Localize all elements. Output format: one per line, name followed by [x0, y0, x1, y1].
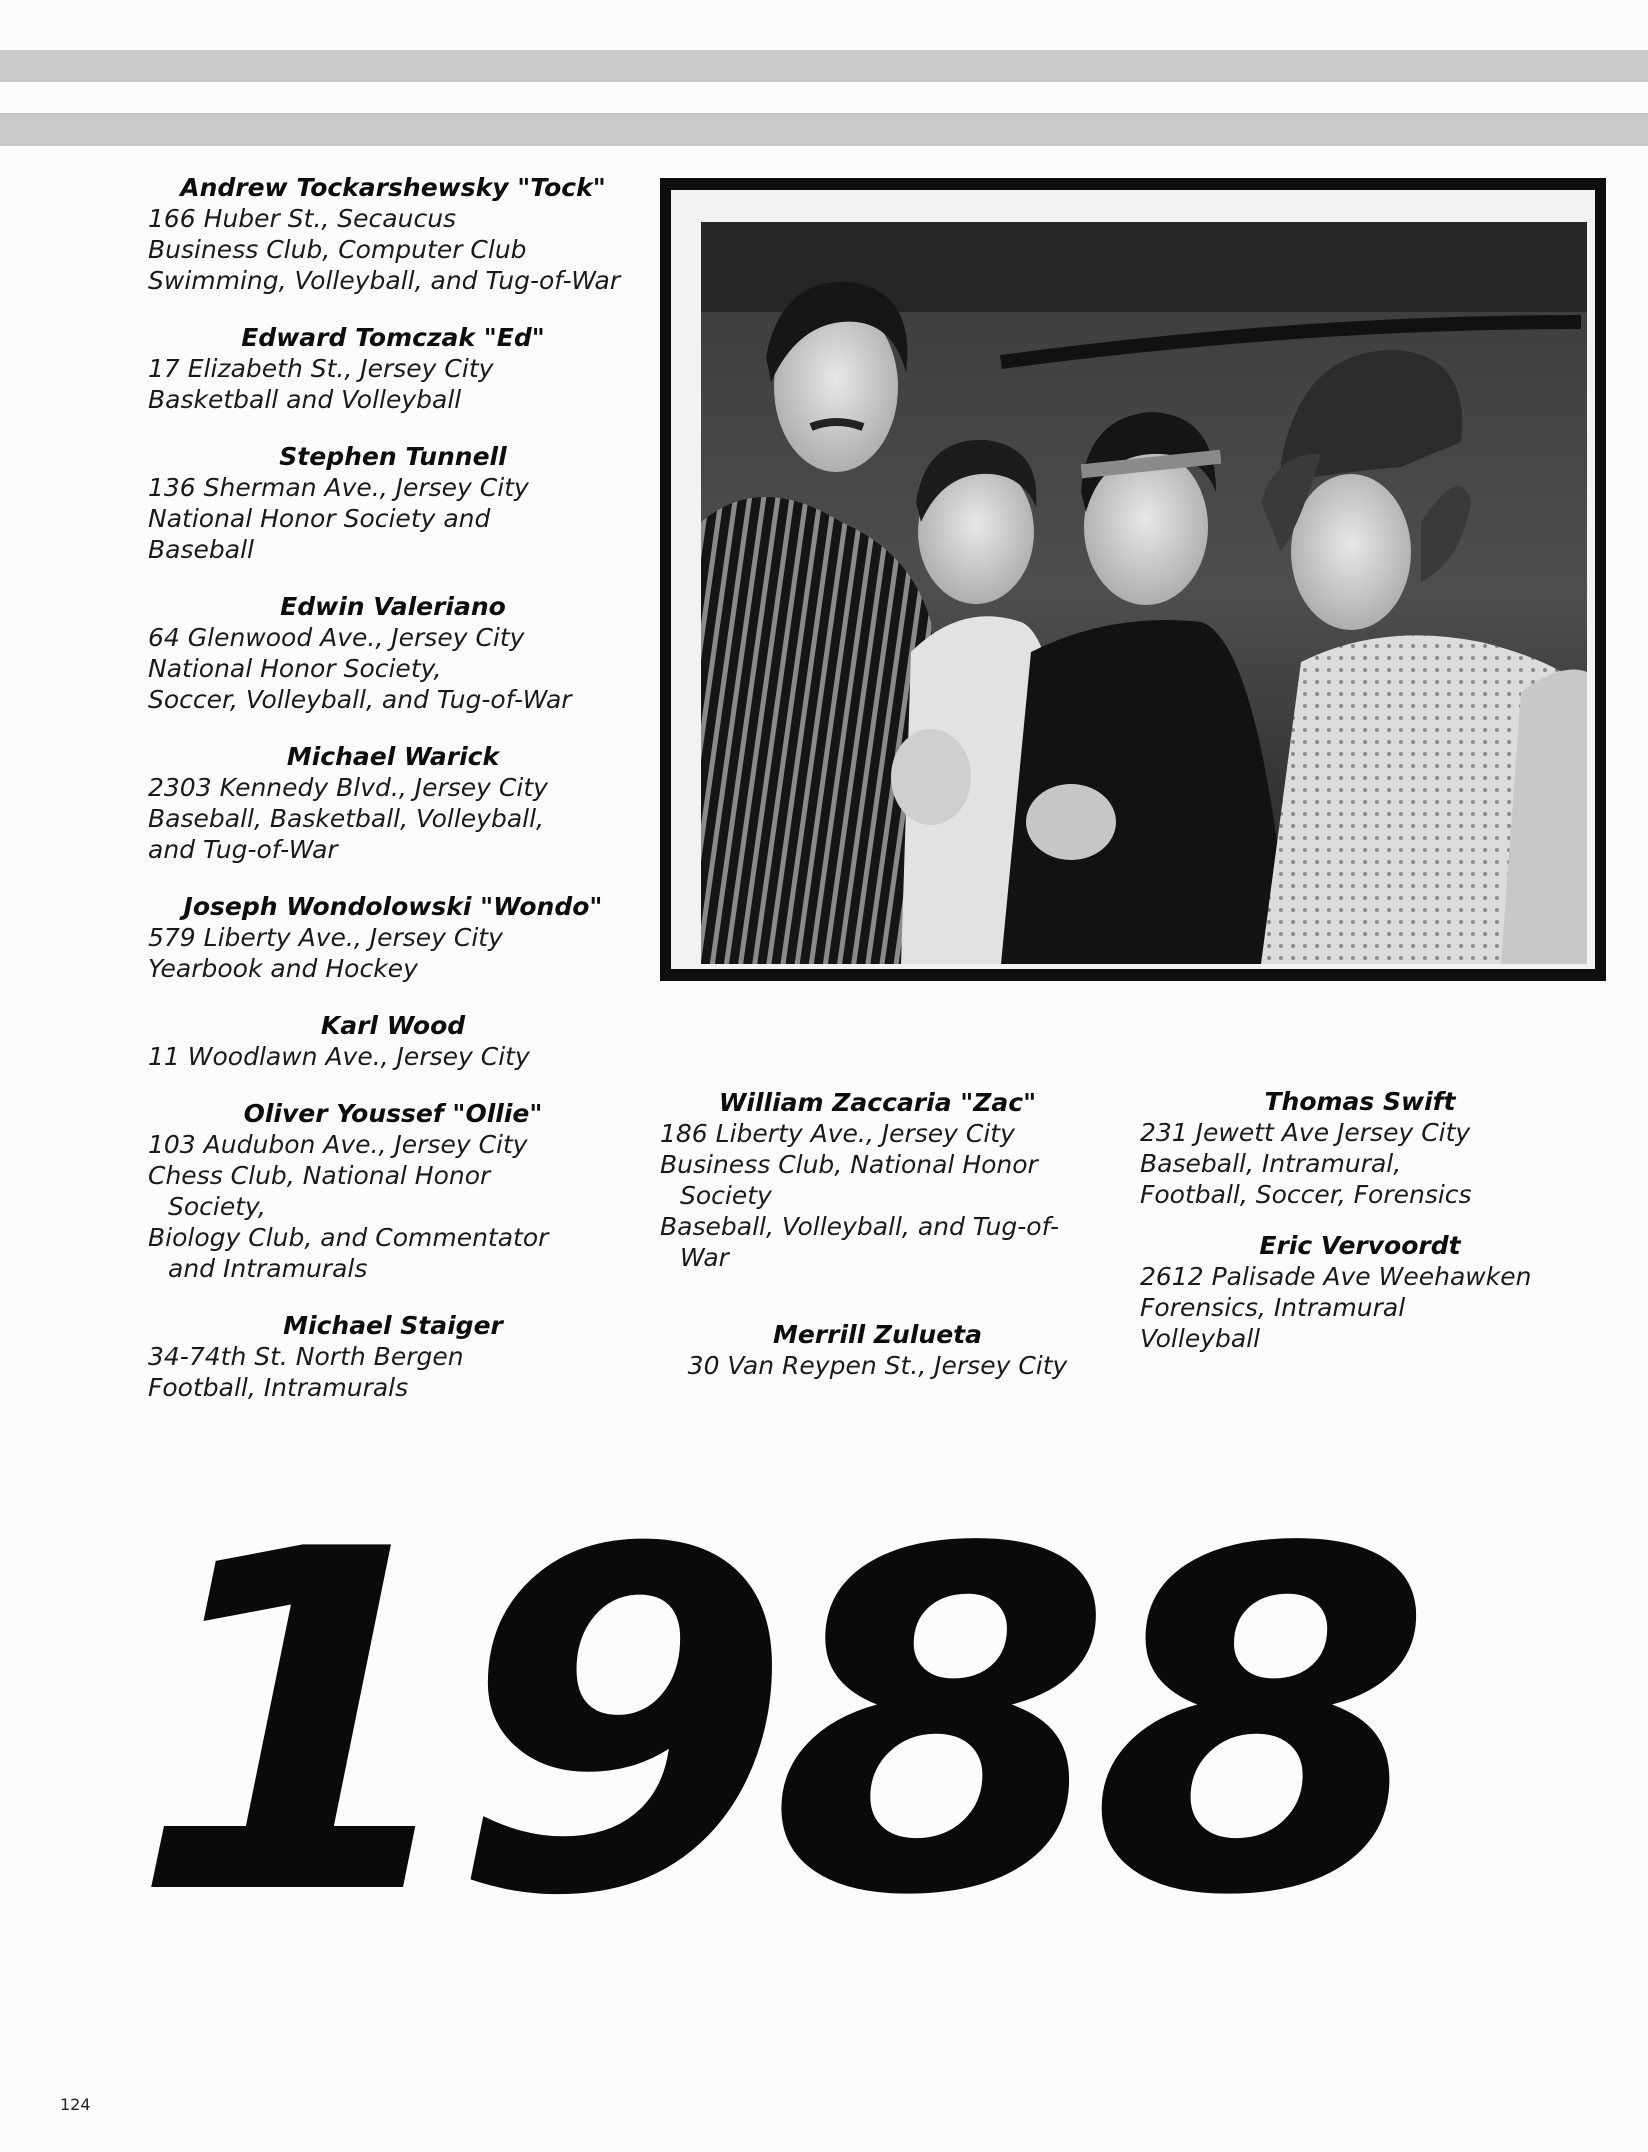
- student-name: Edwin Valeriano: [280, 592, 506, 621]
- student-detail: 166 Huber St., Secaucus: [148, 204, 457, 233]
- student-detail: Business Club, National Honor Society: [660, 1150, 1038, 1210]
- student-detail: 11 Woodlawn Ave., Jersey City: [148, 1042, 530, 1071]
- student-detail: 34-74th St. North Bergen: [148, 1342, 464, 1371]
- student-detail: 2612 Palisade Ave Weehawken: [1140, 1262, 1532, 1291]
- student-entry: [660, 1319, 1095, 1381]
- student-name: Karl Wood: [320, 1011, 466, 1040]
- student-name: Stephen Tunnell: [279, 442, 507, 471]
- student-name: Joseph Wondolowski "Wondo": [183, 892, 603, 921]
- student-detail: 2303 Kennedy Blvd., Jersey City: [148, 773, 548, 802]
- student-detail: 103 Audubon Ave., Jersey City: [148, 1130, 528, 1159]
- student-detail: Yearbook and Hockey: [148, 954, 418, 983]
- student-detail: Swimming, Volleyball, and Tug-of-War: [148, 266, 621, 295]
- student-name: Oliver Youssef "Ollie": [243, 1099, 543, 1128]
- student-detail: National Honor Society,: [148, 654, 442, 683]
- student-entry: [148, 741, 638, 865]
- student-name: Edward Tomczak "Ed": [241, 323, 545, 352]
- student-entry: [1140, 1086, 1580, 1210]
- student-detail: 64 Glenwood Ave., Jersey City: [148, 623, 525, 652]
- student-entry: [148, 1010, 638, 1072]
- student-detail: 231 Jewett Ave Jersey City: [1140, 1118, 1471, 1147]
- student-entry: [148, 1098, 638, 1284]
- student-detail: Baseball, Volleyball, and Tug-of-War: [660, 1212, 1059, 1272]
- student-detail: Basketball and Volleyball: [148, 385, 462, 414]
- group-photo-image: [701, 222, 1587, 964]
- student-entry: [148, 172, 638, 296]
- header-band-top: [0, 50, 1648, 82]
- student-detail: 17 Elizabeth St., Jersey City: [148, 354, 494, 383]
- student-detail: Biology Club, and Commentator and Intramurals: [148, 1223, 549, 1283]
- student-detail: 30 Van Reypen St., Jersey City: [687, 1351, 1068, 1380]
- student-name: Andrew Tockarshewsky "Tock": [180, 173, 606, 202]
- student-name: Merrill Zulueta: [773, 1320, 982, 1349]
- student-detail: Volleyball: [1140, 1324, 1261, 1353]
- student-name: Thomas Swift: [1264, 1087, 1456, 1116]
- student-detail: Business Club, Computer Club: [148, 235, 527, 264]
- group-photo: [701, 222, 1587, 964]
- student-detail: 136 Sherman Ave., Jersey City: [148, 473, 529, 502]
- student-detail: Chess Club, National Honor Society,: [148, 1161, 491, 1221]
- student-name: William Zaccaria "Zac": [718, 1088, 1037, 1117]
- photo-frame: [660, 178, 1606, 981]
- student-detail: 579 Liberty Ave., Jersey City: [148, 923, 503, 952]
- student-name: Eric Vervoordt: [1259, 1231, 1461, 1260]
- student-entry: [148, 441, 638, 565]
- class-year: 1988: [130, 1451, 1412, 1998]
- student-detail: Football, Soccer, Forensics: [1140, 1180, 1472, 1209]
- student-detail: and Tug-of-War: [148, 835, 338, 864]
- student-detail: National Honor Society and Baseball: [148, 504, 491, 564]
- student-detail: Baseball, Basketball, Volleyball,: [148, 804, 545, 833]
- student-list-left: [148, 172, 638, 1429]
- student-detail: 186 Liberty Ave., Jersey City: [660, 1119, 1015, 1148]
- student-detail: Football, Intramurals: [148, 1373, 409, 1402]
- student-name: Michael Staiger: [283, 1311, 503, 1340]
- header-band-bottom: [0, 113, 1648, 146]
- student-detail: Soccer, Volleyball, and Tug-of-War: [148, 685, 572, 714]
- student-entry: [660, 1087, 1095, 1273]
- student-list-middle: [660, 1087, 1095, 1407]
- student-entry: [1140, 1230, 1580, 1354]
- student-name: Michael Warick: [286, 742, 500, 771]
- student-list-right: [1140, 1086, 1580, 1380]
- student-detail: Forensics, Intramural: [1140, 1293, 1406, 1322]
- page-number: 124: [60, 2095, 91, 2114]
- photo-mat: [671, 190, 1595, 969]
- student-entry: [148, 891, 638, 984]
- student-entry: [148, 591, 638, 715]
- student-entry: [148, 1310, 638, 1403]
- student-detail: Baseball, Intramural,: [1140, 1149, 1402, 1178]
- student-entry: [148, 322, 638, 415]
